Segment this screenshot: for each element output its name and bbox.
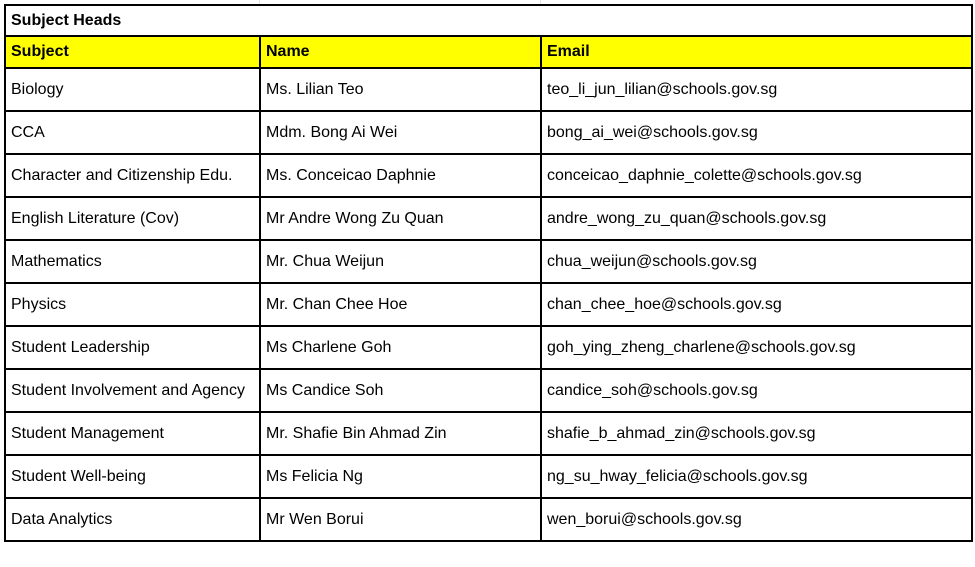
- cell-name[interactable]: Ms. Conceicao Daphnie: [260, 154, 541, 197]
- cell-subject[interactable]: Student Leadership: [5, 326, 260, 369]
- cell-subject[interactable]: Physics: [5, 283, 260, 326]
- table-row: [5, 154, 972, 197]
- cell-name[interactable]: Ms. Lilian Teo: [260, 68, 541, 111]
- cell-name[interactable]: Ms Charlene Goh: [260, 326, 541, 369]
- cell-subject[interactable]: Student Involvement and Agency: [5, 369, 260, 412]
- table-row: [5, 111, 972, 154]
- table-row: [5, 498, 972, 541]
- header-row: [5, 36, 972, 68]
- subject-heads-table: [4, 4, 973, 542]
- cell-name[interactable]: Ms Candice Soh: [260, 369, 541, 412]
- cell-subject[interactable]: CCA: [5, 111, 260, 154]
- header-name[interactable]: Name: [260, 36, 541, 68]
- cell-name[interactable]: Mr Andre Wong Zu Quan: [260, 197, 541, 240]
- cell-email[interactable]: candice_soh@schools.gov.sg: [541, 369, 972, 412]
- cell-subject[interactable]: Character and Citizenship Edu.: [5, 154, 260, 197]
- cell-email[interactable]: chua_weijun@schools.gov.sg: [541, 240, 972, 283]
- cell-email[interactable]: chan_chee_hoe@schools.gov.sg: [541, 283, 972, 326]
- header-subject[interactable]: Subject: [5, 36, 260, 68]
- table-row: [5, 68, 972, 111]
- table-title[interactable]: Subject Heads: [5, 5, 972, 36]
- cell-name[interactable]: Mr. Chua Weijun: [260, 240, 541, 283]
- cell-subject[interactable]: Student Well-being: [5, 455, 260, 498]
- table-row: [5, 455, 972, 498]
- cell-email[interactable]: shafie_b_ahmad_zin@schools.gov.sg: [541, 412, 972, 455]
- cell-name[interactable]: Mr. Chan Chee Hoe: [260, 283, 541, 326]
- cell-subject[interactable]: Student Management: [5, 412, 260, 455]
- cell-email[interactable]: conceicao_daphnie_colette@schools.gov.sg: [541, 154, 972, 197]
- table-row: [5, 412, 972, 455]
- cell-name[interactable]: Mr. Shafie Bin Ahmad Zin: [260, 412, 541, 455]
- cell-name[interactable]: Mdm. Bong Ai Wei: [260, 111, 541, 154]
- table-row: [5, 197, 972, 240]
- cell-email[interactable]: bong_ai_wei@schools.gov.sg: [541, 111, 972, 154]
- table-row: [5, 240, 972, 283]
- cell-subject[interactable]: English Literature (Cov): [5, 197, 260, 240]
- cell-email[interactable]: andre_wong_zu_quan@schools.gov.sg: [541, 197, 972, 240]
- cell-name[interactable]: Ms Felicia Ng: [260, 455, 541, 498]
- header-email[interactable]: Email: [541, 36, 972, 68]
- cell-email[interactable]: goh_ying_zheng_charlene@schools.gov.sg: [541, 326, 972, 369]
- table-row: [5, 369, 972, 412]
- cell-subject[interactable]: Data Analytics: [5, 498, 260, 541]
- table-row: [5, 283, 972, 326]
- cell-subject[interactable]: Mathematics: [5, 240, 260, 283]
- cell-subject[interactable]: Biology: [5, 68, 260, 111]
- cell-email[interactable]: wen_borui@schools.gov.sg: [541, 498, 972, 541]
- cell-name[interactable]: Mr Wen Borui: [260, 498, 541, 541]
- title-row: [5, 5, 972, 36]
- cell-email[interactable]: ng_su_hway_felicia@schools.gov.sg: [541, 455, 972, 498]
- cell-email[interactable]: teo_li_jun_lilian@schools.gov.sg: [541, 68, 972, 111]
- table-row: [5, 326, 972, 369]
